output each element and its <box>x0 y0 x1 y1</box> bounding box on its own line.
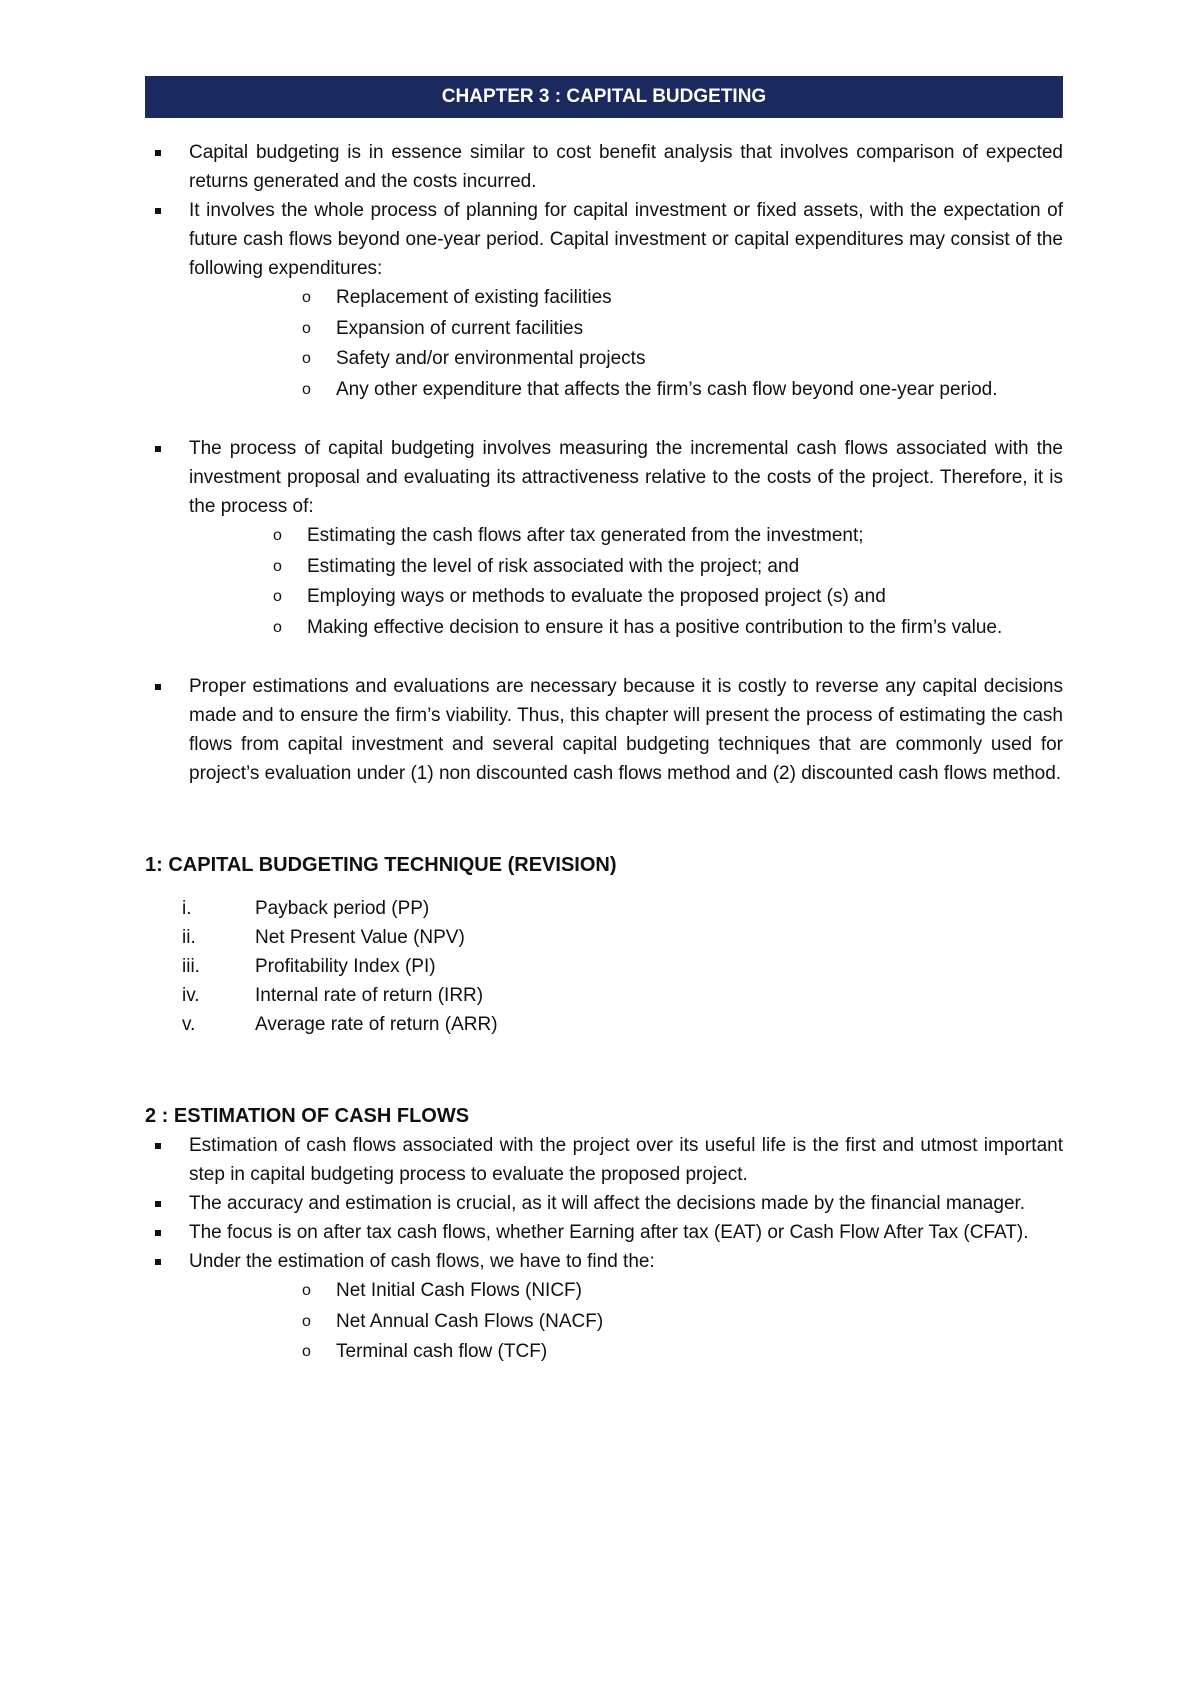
list-item: i. Payback period (PP) <box>182 898 430 919</box>
intro-point-1: Capital budgeting is in essence similar to cost benefit analysis that involves comparison of expected returns generated and the costs incurred. <box>145 138 1063 196</box>
list-item: The focus is on after tax cash flows, whether Earning after tax (EAT) or Cash Flow After Tax (CFAT). <box>145 1218 1063 1247</box>
list-item: o Making effective decision to ensure it has a positive contribution to the firm’s value. <box>189 613 1063 644</box>
circle-bullet-icon: o <box>302 350 311 367</box>
list-item: iii. Profitability Index (PI) <box>182 956 436 977</box>
circle-bullet-icon: o <box>302 1282 311 1299</box>
section-2-heading: 2 : ESTIMATION OF CASH FLOWS <box>145 1105 470 1127</box>
intro-point-3 <box>145 434 1063 643</box>
spacer <box>145 788 1063 850</box>
intro-point-3-text: The process of capital budgeting involves measuring the incremental cash flows associated with the investment proposal and evaluating its attractiveness relative to the costs of the project. Therefore, it is the process of: <box>189 438 1063 517</box>
intro-point-4: Proper estimations and evaluations are necessary because it is costly to reverse any capital decisions made and to ensure the firm’s viability. Thus, this chapter will present the process of estimating the cash flows from capital investment and several capital budgeting techniques that are commonly used for project’s evaluation under (1) non discounted cash flows method and (2) discounted cash flows method. <box>145 672 1063 788</box>
circle-bullet-icon: o <box>302 289 311 306</box>
estimation-intro-list <box>145 672 1063 788</box>
expenditures-list <box>189 283 1063 405</box>
document-page <box>145 76 1063 1368</box>
list-item: o Terminal cash flow (TCF) <box>189 1337 1063 1368</box>
cash-flow-types-list <box>189 1276 1063 1368</box>
list-item: Under the estimation of cash flows, we have to find the: o Net Initial Cash Flows (NICF) o Net Annual Cash Flows (NACF) o Terminal cash flow (TCF) <box>145 1247 1063 1368</box>
spacer <box>145 1039 1063 1101</box>
intro-point-2 <box>145 196 1063 405</box>
list-item: o Estimating the level of risk associated with the project; and <box>189 552 1063 583</box>
techniques-list <box>145 894 1063 1039</box>
list-item: o Estimating the cash flows after tax generated from the investment; <box>189 521 1063 552</box>
chapter-title: CHAPTER 3 : CAPITAL BUDGETING <box>145 76 1063 118</box>
circle-bullet-icon: o <box>273 588 282 605</box>
list-item: Estimation of cash flows associated with the project over its useful life is the first and utmost important step in capital budgeting process to evaluate the proposed project. <box>145 1131 1063 1189</box>
circle-bullet-icon: o <box>302 380 311 398</box>
list-item: iv. Internal rate of return (IRR) <box>182 985 484 1006</box>
circle-bullet-icon: o <box>302 1312 311 1330</box>
list-item: ii. Net Present Value (NPV) <box>182 927 465 948</box>
list-item: o Safety and/or environmental projects <box>189 344 1063 375</box>
list-item: o Net Initial Cash Flows (NICF) <box>189 1276 1063 1307</box>
circle-bullet-icon: o <box>273 557 282 575</box>
list-item: o Expansion of current facilities <box>189 314 1063 345</box>
estimation-points-list <box>145 1131 1063 1368</box>
section-1-heading: 1: CAPITAL BUDGETING TECHNIQUE (REVISION) <box>145 854 617 876</box>
list-item: o Net Annual Cash Flows (NACF) <box>189 1307 1063 1338</box>
intro-list <box>145 138 1063 405</box>
circle-bullet-icon: o <box>273 527 282 544</box>
circle-bullet-icon: o <box>302 319 311 337</box>
spacer <box>145 643 1063 672</box>
list-item: o Any other expenditure that affects the firm’s cash flow beyond one-year period. <box>189 375 1063 406</box>
circle-bullet-icon: o <box>273 618 282 636</box>
list-item: v. Average rate of return (ARR) <box>182 1014 498 1035</box>
list-item: o Employing ways or methods to evaluate the proposed project (s) and <box>189 582 1063 613</box>
intro-point-2-text: It involves the whole process of planning for capital investment or fixed assets, with the expectation of future cash flows beyond one-year period. Capital investment or capital expenditures may consist of the following expenditures: <box>189 200 1063 279</box>
process-list <box>145 434 1063 643</box>
process-steps-list <box>189 521 1063 643</box>
circle-bullet-icon: o <box>302 1343 311 1360</box>
spacer <box>145 405 1063 434</box>
list-item: The accuracy and estimation is crucial, as it will affect the decisions made by the financial manager. <box>145 1189 1063 1218</box>
list-item: o Replacement of existing facilities <box>189 283 1063 314</box>
